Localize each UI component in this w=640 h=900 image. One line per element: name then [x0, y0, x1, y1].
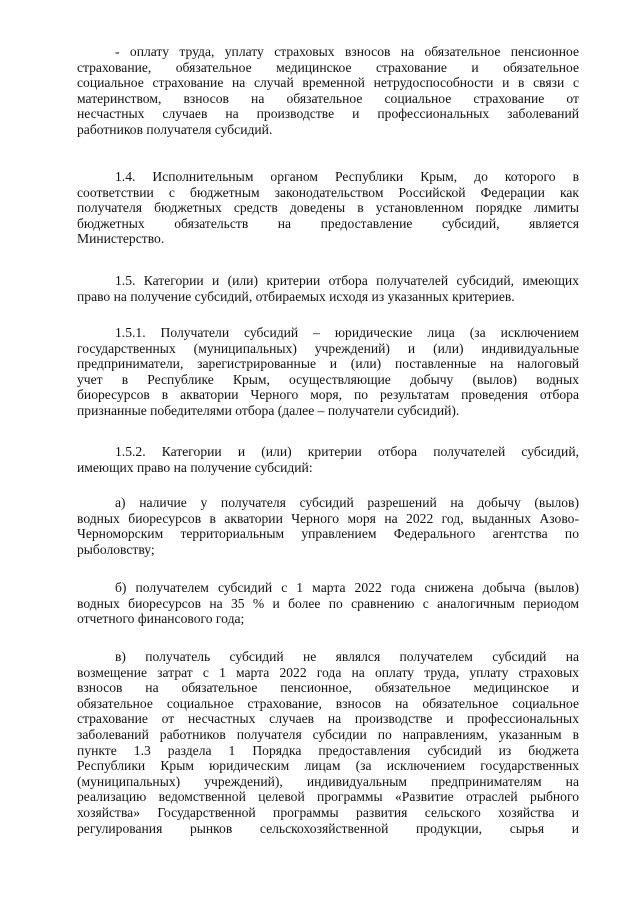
text-line: 1.5.1. Получатели субсидий – юридические лица (за исключением	[115, 325, 579, 340]
paragraph-item-v	[77, 649, 579, 836]
text-line: страхование, обязательное медицинское страхование и обязательное	[77, 59, 579, 75]
text-line: Республики Крым юридическим лицам (за исключением государственных	[77, 758, 579, 774]
text-line: имеющих право на получение субсидий:	[77, 459, 313, 475]
text-line: материнством, взносов на обязательное социальное страхование от	[77, 90, 579, 106]
text-line: признанные победителями отбора (далее – получатели субсидий).	[77, 402, 460, 418]
text-line: обязательное социальное страхование, взносов на обязательное социальное	[77, 695, 579, 711]
text-line: возмещение затрат с 1 марта 2022 года на оплату труда, уплату страховых	[77, 664, 579, 680]
paragraph-1-5-2	[77, 444, 579, 475]
text-line: биоресурсов в акватории Черного моря, по результатам проведения отбора	[77, 387, 579, 403]
text-line: соответствии с бюджетным законодательством Российской Федерации как	[77, 184, 579, 200]
text-line: 1.4. Исполнительным органом Республики Крым, до которого в	[115, 169, 579, 184]
text-line: социальное страхование на случай временной нетрудоспособности и в связи с	[77, 75, 579, 91]
text-line: 1.5.2. Категории и (или) критерии отбора получателей субсидий,	[115, 444, 579, 459]
text-line: отчетного финансового года;	[77, 611, 245, 627]
text-line: Черноморским территориальным управлением Федерального агентства по	[77, 526, 579, 542]
text-line: водных биоресурсов в акватории Черного моря на 2022 год, выданных Азово-	[77, 510, 579, 526]
text-line: (муниципальных) учреждений), индивидуальным предпринимателям на	[77, 773, 579, 789]
text-line: получателя бюджетных средств доведены в установленном порядке лимиты	[77, 200, 579, 216]
paragraph-item-b	[77, 580, 579, 627]
text-line: реализацию ведомственной целевой программы «Развитие отраслей рыбного	[77, 789, 579, 805]
text-line: взносов на обязательное пенсионное, обязательное медицинское и	[77, 680, 579, 696]
text-line: учет в Республике Крым, осуществляющие добычу (вылов) водных	[77, 371, 579, 387]
paragraph-1-5-1	[77, 325, 579, 419]
text-line: водных биоресурсов на 35 % и более по сравнению с аналогичным периодом	[77, 595, 579, 611]
text-line: рыболовству;	[77, 541, 155, 557]
text-line: а) наличие у получателя субсидий разрешений на добычу (вылов)	[115, 495, 579, 510]
paragraph-wages	[77, 44, 579, 138]
paragraph-item-a	[77, 495, 579, 557]
text-line: в) получатель субсидий не являлся получателем субсидий на	[115, 649, 579, 664]
text-line: работников получателя субсидий.	[77, 121, 273, 137]
text-line: регулирования рынков сельскохозяйственной продукции, сырья и	[77, 820, 579, 836]
paragraph-1-5	[77, 273, 579, 304]
text-line: Министерство.	[77, 231, 165, 247]
text-line: предприниматели, зарегистрированные и (или) поставленные на налоговый	[77, 356, 579, 372]
text-line: несчастных случаев на производстве и профессиональных заболеваний	[77, 106, 579, 122]
paragraph-1-4	[77, 169, 579, 247]
text-line: страхование от несчастных случаев на производстве и профессиональных	[77, 711, 579, 727]
text-line: б) получателем субсидий с 1 марта 2022 года снижена добыча (вылов)	[115, 580, 579, 595]
text-line: пункте 1.3 раздела 1 Порядка предоставления субсидий из бюджета	[77, 742, 579, 758]
text-line: 1.5. Категории и (или) критерии отбора получателей субсидий, имеющих	[115, 273, 579, 288]
text-line: государственных (муниципальных) учреждений) и (или) индивидуальные	[77, 340, 579, 356]
text-line: заболеваний работников получателя субсидии по направлениям, указанным в	[77, 726, 579, 742]
text-line: - оплату труда, уплату страховых взносов на обязательное пенсионное	[115, 44, 579, 59]
text-line: хозяйства» Государственной программы развития сельского хозяйства и	[77, 804, 579, 820]
text-line: право на получение субсидий, отбираемых исходя из указанных критериев.	[77, 288, 515, 304]
text-line: бюджетных обязательств на предоставление субсидий, является	[77, 215, 579, 231]
